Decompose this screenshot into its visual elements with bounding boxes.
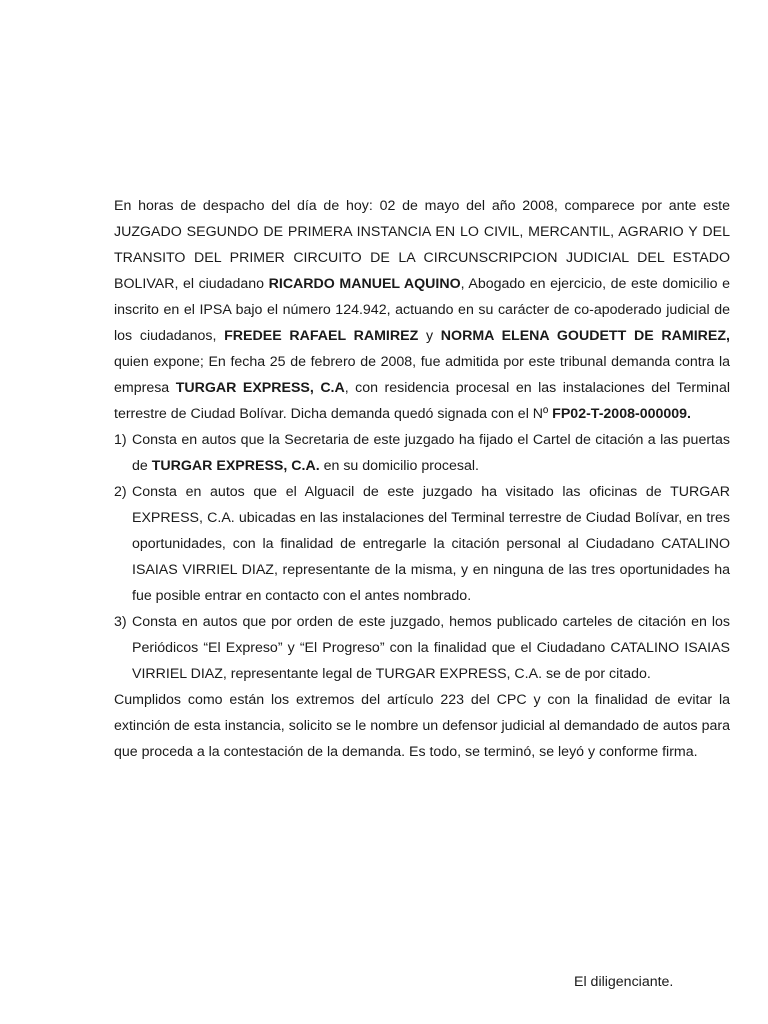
numbered-list xyxy=(114,427,730,687)
intro-text-4: quien expone; En fecha 25 de febrero de 2008, fue admitida por este tribunal demanda contra la empresa xyxy=(114,354,730,396)
attorney-name: RICARDO MANUEL AQUINO xyxy=(268,276,461,292)
list-item-text: Consta en autos que la Secretaria de este juzgado ha fijado el Cartel de citación a las puertas de xyxy=(132,432,730,474)
list-item-text: Consta en autos que por orden de este juzgado, hemos publicado carteles de citación en los Periódicos “El Expreso” y “El Progreso” con la finalidad que el Ciudadano CATALINO ISAIAS VIRRIEL DIAZ, representante legal de TURGAR EXPRESS, C.A. se de por citado. xyxy=(132,614,730,682)
intro-text-5: , con residencia procesal en las instalaciones del Terminal terrestre de Ciudad Bolívar. Dicha demanda quedó signada con el Nº xyxy=(114,380,730,422)
intro-text-2: , Abogado en ejercicio, de este domicilio e inscrito en el IPSA bajo el número 124.942, actuando en su carácter de co-apoderado judicial de los ciudadanos, xyxy=(114,276,730,344)
list-number: 3) xyxy=(114,614,127,630)
list-item-text-end: en su domicilio procesal. xyxy=(319,458,479,474)
list-number: 1) xyxy=(114,432,127,448)
company-name: TURGAR EXPRESS, C.A xyxy=(175,380,345,396)
intro-text-1: En horas de despacho del día de hoy: 02 de mayo del año 2008, comparece por ante este JUZGADO SEGUNDO DE PRIMERA INSTANCIA EN LO CIVIL, MERCANTIL, AGRARIO Y DEL TRANSITO DEL PRIMER CIRCUITO DE LA CIRCUNSCRIPCION JUDICIAL DEL ESTADO BOLIVAR, el ciudadano xyxy=(114,198,730,292)
document-body xyxy=(114,193,730,765)
list-item xyxy=(114,479,730,609)
list-item xyxy=(114,609,730,687)
signature-label: El diligenciante. xyxy=(574,974,674,990)
closing-paragraph: Cumplidos como están los extremos del artículo 223 del CPC y con la finalidad de evitar la extinción de esta instancia, solicito se le nombre un defensor judicial al demandado de autos para que proceda a la contestación de la demanda. Es todo, se terminó, se leyó y conforme firma. xyxy=(114,692,730,760)
intro-text-3: y xyxy=(418,328,441,344)
list-item-text: Consta en autos que el Alguacil de este juzgado ha visitado las oficinas de TURGAR EXPRESS, C.A. ubicadas en las instalaciones del Terminal terrestre de Ciudad Bolívar, en tres oportunidades, con la finalidad de entregarle la citación personal al Ciudadano CATALINO ISAIAS VIRRIEL DIAZ, representante de la misma, y en ninguna de las tres oportunidades ha fue posible entrar en contacto con el antes nombrado. xyxy=(132,484,730,604)
case-number: FP02-T-2008-000009. xyxy=(552,406,691,422)
list-item-bold: TURGAR EXPRESS, C.A. xyxy=(151,458,320,474)
client-name-2: NORMA ELENA GOUDETT DE RAMIREZ, xyxy=(440,328,730,344)
list-item xyxy=(114,427,730,479)
intro-paragraph xyxy=(114,193,730,427)
list-number: 2) xyxy=(114,484,127,500)
client-name-1: FREDEE RAFAEL RAMIREZ xyxy=(224,328,419,344)
